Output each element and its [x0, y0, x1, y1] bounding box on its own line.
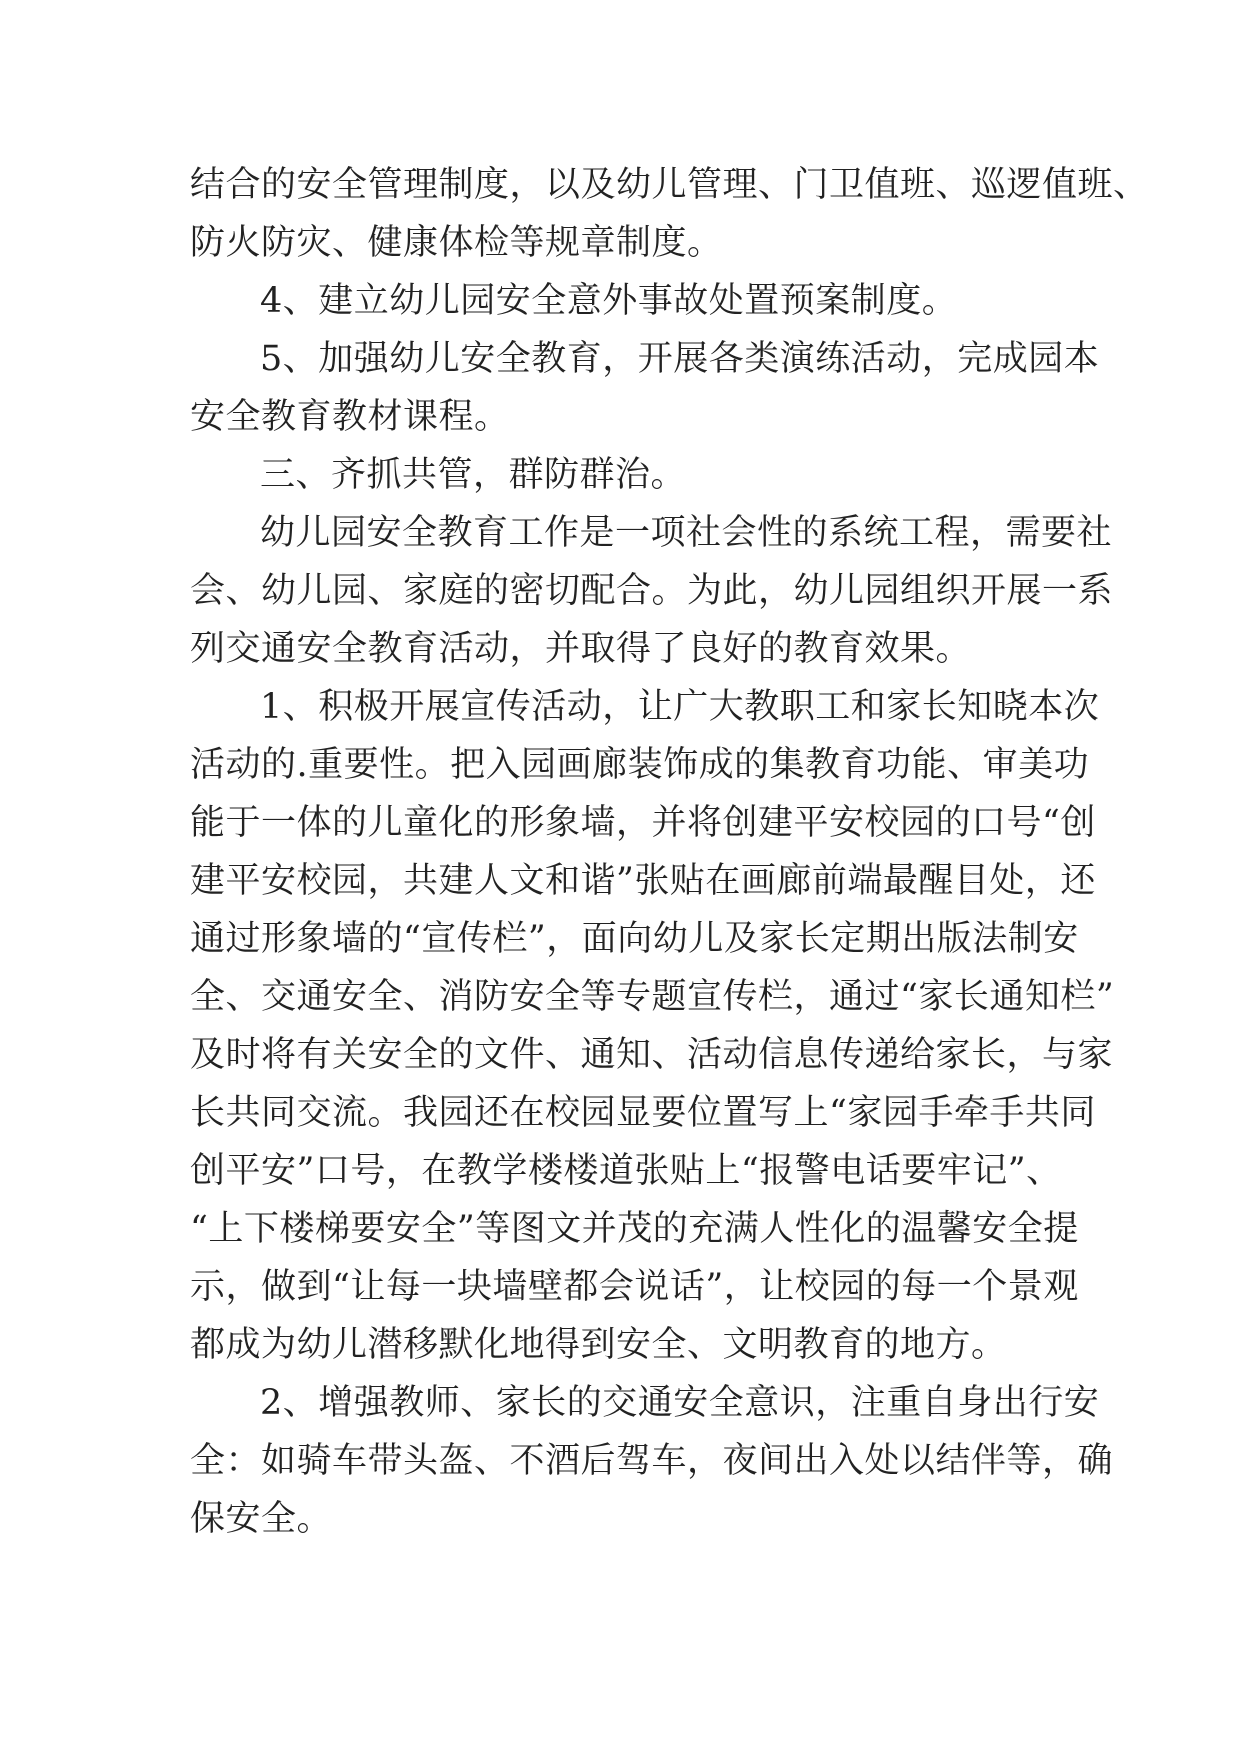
document-body [190, 156, 1149, 1548]
text-line: 及时将有关安全的文件、通知、活动信息传递给家长，与家 [190, 1035, 1114, 1075]
text-line: 幼儿园安全教育工作是一项社会性的系统工程，需要社 [260, 513, 1113, 553]
text-line: 长共同交流。我园还在校园显要位置写上“家园手牵手共同 [190, 1093, 1096, 1133]
text-line: 创平安”口号，在教学楼楼道张贴上“报警电话要牢记”、 [190, 1151, 1062, 1191]
text-line: 2、增强教师、家长的交通安全意识，注重自身出行安 [260, 1383, 1100, 1423]
text-line: 通过形象墙的“宣传栏”，面向幼儿及家长定期出版法制安 [190, 919, 1079, 959]
text-line: “上下楼梯要安全”等图文并茂的充满人性化的温馨安全提 [190, 1209, 1079, 1249]
section-heading: 三、齐抓共管，群防群治。 [260, 455, 687, 495]
text-line: 会、幼儿园、家庭的密切配合。为此，幼儿园组织开展一系 [190, 571, 1114, 611]
text-line: 5、加强幼儿安全教育，开展各类演练活动，完成园本 [260, 339, 1100, 379]
text-line: 4、建立幼儿园安全意外事故处置预案制度。 [260, 281, 958, 321]
text-line: 示，做到“让每一块墙壁都会说话”，让校园的每一个景观 [190, 1267, 1079, 1307]
text-line: 建平安校园，共建人文和谐”张贴在画廊前端最醒目处，还 [190, 861, 1096, 901]
text-line: 列交通安全教育活动，并取得了良好的教育效果。 [190, 629, 972, 669]
text-line: 都成为幼儿潜移默化地得到安全、文明教育的地方。 [190, 1325, 1007, 1365]
text-line: 全：如骑车带头盔、不酒后驾车，夜间出入处以结伴等，确 [190, 1441, 1114, 1481]
text-line: 防火防灾、健康体检等规章制度。 [190, 223, 723, 263]
text-line: 全、交通安全、消防安全等专题宣传栏，通过“家长通知栏” [190, 977, 1115, 1017]
text-line: 结合的安全管理制度，以及幼儿管理、门卫值班、巡逻值班、 [190, 165, 1149, 205]
text-line: 保安全。 [190, 1499, 333, 1539]
text-line: 1、积极开展宣传活动，让广大教职工和家长知晓本次 [260, 687, 1100, 727]
text-line: 活动的.重要性。把入园画廊装饰成的集教育功能、审美功 [190, 745, 1090, 785]
text-line: 能于一体的儿童化的形象墙，并将创建平安校园的口号“创 [190, 803, 1096, 843]
text-line: 安全教育教材课程。 [190, 397, 510, 437]
